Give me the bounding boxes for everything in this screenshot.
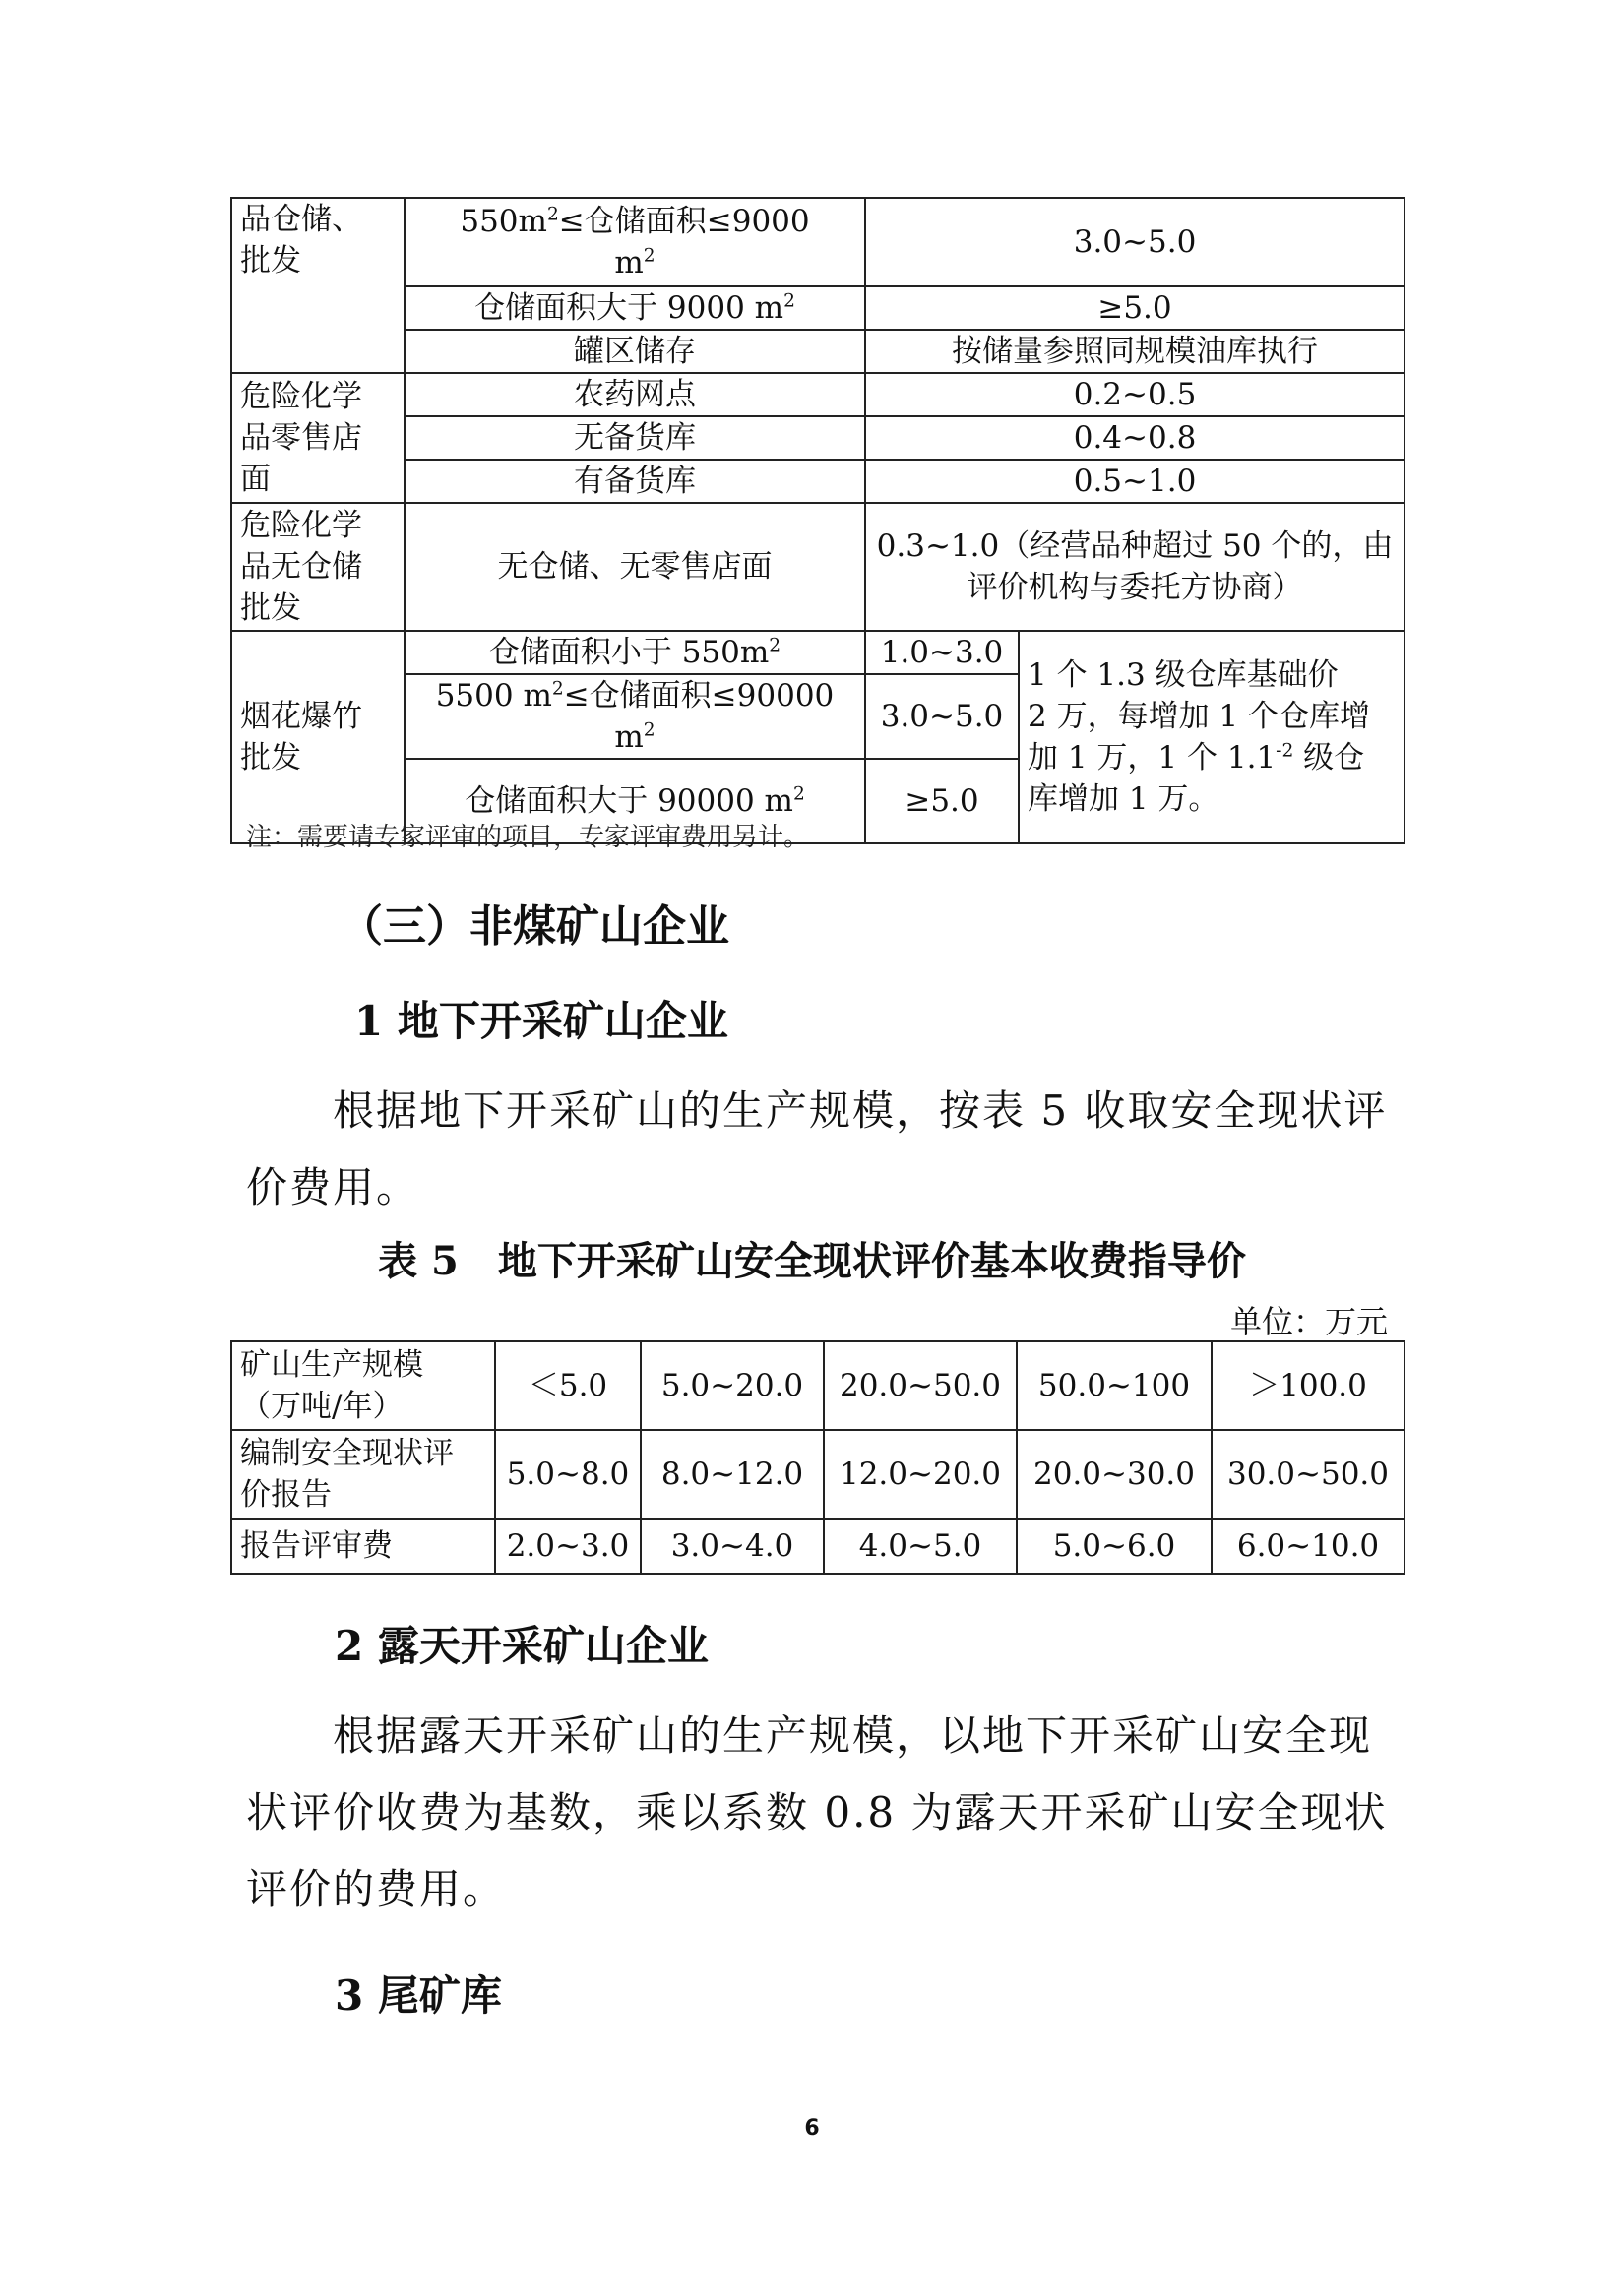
table5 xyxy=(230,1340,1405,1575)
table-cell: ≥5.0 xyxy=(865,759,1019,843)
table-cell: 3.0~5.0 xyxy=(865,198,1405,286)
table-cell: 2.0~3.0 xyxy=(495,1519,641,1574)
table-cell: 报告评审费 xyxy=(231,1519,495,1574)
table-top xyxy=(230,197,1405,844)
table-header-row xyxy=(231,1341,1405,1430)
table-cell: 农药网点 xyxy=(405,373,865,416)
table-cell: 危险化学 品零售店 面 xyxy=(231,373,405,503)
table-cell: 1.0~3.0 xyxy=(865,631,1019,674)
table-cell: 30.0~50.0 xyxy=(1212,1430,1405,1519)
table-cell: 有备货库 xyxy=(405,460,865,503)
table-cell: 12.0~20.0 xyxy=(824,1430,1017,1519)
table-row xyxy=(231,503,1405,631)
table-cell: 0.3~1.0（经营品种超过 50 个的，由评价机构与委托方协商） xyxy=(865,503,1405,631)
table-row xyxy=(231,286,1405,330)
table-note: 注：需要请专家评审的项目，专家评审费用另计。 xyxy=(246,823,810,852)
table-cell: 3.0~5.0 xyxy=(865,674,1019,759)
table-header-cell: 50.0~100 xyxy=(1017,1341,1212,1430)
table-cell: 5.0~6.0 xyxy=(1017,1519,1212,1574)
table-cell: 仓储面积大于 9000 $m^2$ xyxy=(405,286,865,330)
table-cell: 5.0~8.0 xyxy=(495,1430,641,1519)
table-cell: 编制安全现状评 价报告 xyxy=(231,1430,495,1519)
table-cell: 0.4~0.8 xyxy=(865,416,1405,460)
table-header-cell: ＜5.0 xyxy=(495,1341,641,1430)
table-row xyxy=(231,373,1405,416)
subheading-1: 1 地下开采矿山企业 xyxy=(354,997,728,1045)
table-cell: 0.5~1.0 xyxy=(865,460,1405,503)
table5-caption: 表 5 地下开采矿山安全现状评价基本收费指导价 xyxy=(378,1238,1246,1284)
subheading-3: 3 尾矿库 xyxy=(335,1971,502,2019)
table-cell: 1 个 1.3 级仓库基础价 2 万，每增加 1 个仓库增 加 1 万，1 个 $1.1^{-2}$ 级仓 库增加 1 万。 xyxy=(1019,631,1405,843)
table-cell: 0.2~0.5 xyxy=(865,373,1405,416)
table-row xyxy=(231,330,1405,373)
table-row xyxy=(231,460,1405,503)
table-row xyxy=(231,198,1405,286)
table-cell: 危险化学 品无仓储 批发 xyxy=(231,503,405,631)
table-row xyxy=(231,416,1405,460)
table-header-cell: 5.0~20.0 xyxy=(641,1341,824,1430)
table-cell: 仓储面积小于 $550m^2$ xyxy=(405,631,865,674)
section-heading: （三）非煤矿山企业 xyxy=(340,901,729,952)
table-row xyxy=(231,1430,1405,1519)
table-header-cell: 20.0~50.0 xyxy=(824,1341,1017,1430)
table-cell: 仓储面积大于 90000 $m^2$ xyxy=(405,759,865,843)
table-cell: 按储量参照同规模油库执行 xyxy=(865,330,1405,373)
table-header-cell: 矿山生产规模 （万吨/年） xyxy=(231,1341,495,1430)
table-cell: 罐区储存 xyxy=(405,330,865,373)
table-row xyxy=(231,631,1405,674)
table-cell: 无仓储、无零售店面 xyxy=(405,503,865,631)
table-row xyxy=(231,1519,1405,1574)
paragraph-1: 根据地下开采矿山的生产规模，按表 5 收取安全现状评价费用。 xyxy=(246,1086,1388,1211)
page-number: 6 xyxy=(804,2116,820,2141)
table-cell: 20.0~30.0 xyxy=(1017,1430,1212,1519)
table-cell: 品仓储、 批发 xyxy=(231,198,405,373)
subheading-2: 2 露天开采矿山企业 xyxy=(335,1622,709,1670)
table-cell: ≥5.0 xyxy=(865,286,1405,330)
table-cell: 5500 $m^2\le$仓储面积≤90000 $m^2$ xyxy=(405,674,865,759)
table-cell: 烟花爆竹 批发 xyxy=(231,631,405,843)
table-cell: 3.0~4.0 xyxy=(641,1519,824,1574)
table-cell: $550m^2\le$仓储面积≤9000 $m^2$ xyxy=(405,198,865,286)
table-cell: 6.0~10.0 xyxy=(1212,1519,1405,1574)
table-header-cell: ＞100.0 xyxy=(1212,1341,1405,1430)
table-cell: 8.0~12.0 xyxy=(641,1430,824,1519)
table-cell: 4.0~5.0 xyxy=(824,1519,1017,1574)
table5-unit: 单位：万元 xyxy=(1229,1303,1388,1340)
table-cell: 无备货库 xyxy=(405,416,865,460)
paragraph-2: 根据露天开采矿山的生产规模，以地下开采矿山安全现状评价收费为基数，乘以系数 0.8 为露天开采矿山安全现状评价的费用。 xyxy=(246,1711,1388,1913)
